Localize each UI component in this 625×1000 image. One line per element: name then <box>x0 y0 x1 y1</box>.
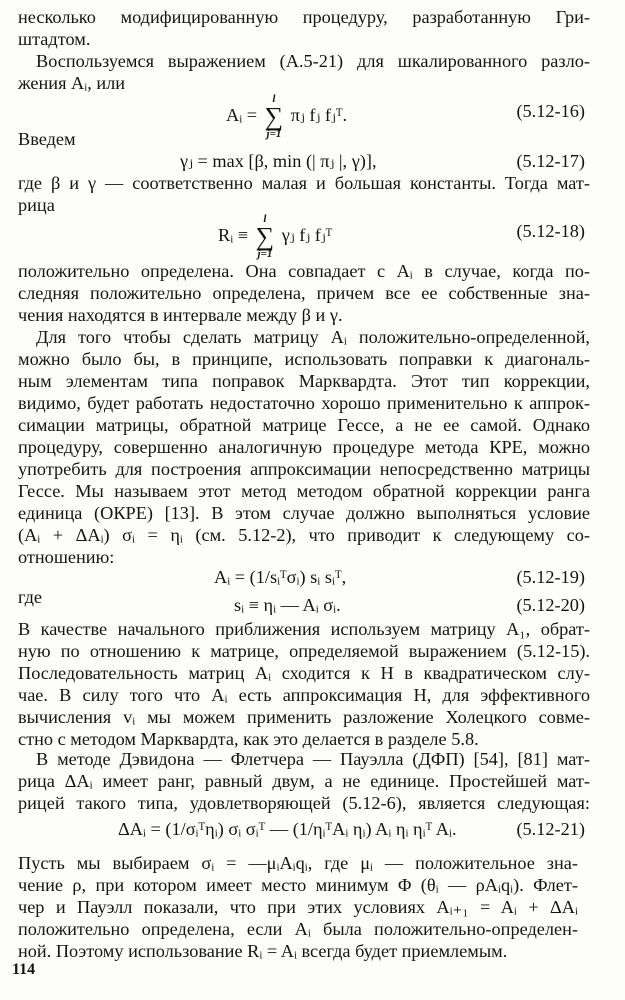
text-line: Гессе. Мы называем этот метод методом обратной коррекции ранга <box>18 481 590 501</box>
equation-lhs: Rᵢ ≡ <box>218 225 249 246</box>
text-line: симации матрицы, обратной матрице Гессе, а не ее самой. Однако <box>18 415 590 435</box>
sum-lower-limit: j=1 <box>257 248 273 260</box>
text-line: Введем <box>18 129 76 149</box>
text-line: жения Aᵢ, или <box>18 73 126 93</box>
equation-number: (5.12-16) <box>516 101 585 121</box>
equation-5-12-20: sᵢ ≡ ηᵢ — Aᵢ σᵢ. <box>234 595 341 615</box>
page-number: 114 <box>12 961 36 978</box>
text-line: употребить для построения аппроксимации непосредственно матрицы <box>18 459 590 479</box>
sum-symbol: ∑ <box>264 102 284 131</box>
equation-5-12-18 <box>218 213 333 260</box>
text-line: рица <box>18 195 55 215</box>
text-line: стно с методом Марквардта, как это делается в разделе 5.8. <box>18 729 479 749</box>
text-line: чения находятся в интервале между β и γ. <box>18 305 343 325</box>
text-line: В качестве начального приближения используем матрицу A₁, обрат- <box>18 619 590 639</box>
text-line: чер и Пауэлл показали, что при этих условиях Aᵢ₊₁ = Aᵢ + ΔAᵢ <box>18 897 578 917</box>
equation-rhs: γⱼ fⱼ fⱼᵀ <box>281 225 333 246</box>
text-line: чае. В силу того что Aᵢ есть аппроксимация H, для эффективного <box>18 685 590 705</box>
text-line: следняя положительно определена, причем все ее собственные зна- <box>18 283 590 303</box>
text-line: В методе Дэвидона — Флетчера — Пауэлла (ДФП) [54], [81] мат- <box>36 749 590 769</box>
equation-5-12-21: ΔAᵢ = (1/σᵢᵀηᵢ) σᵢ σᵢᵀ — (1/ηᵢᵀAᵢ ηᵢ) Aᵢ ηᵢ ηᵢᵀ Aᵢ. <box>118 819 457 839</box>
equation-number: (5.12-19) <box>516 567 585 587</box>
text-line: ной. Поэтому использование Rᵢ = Aᵢ всегда будет приемлемым. <box>18 941 508 961</box>
equation-5-12-17: γⱼ = max [β, min (| πⱼ |, γ)], <box>180 151 377 171</box>
text-line: (Aᵢ + ΔAᵢ) σᵢ = ηᵢ (см. 5.12-2), что приводит к следующему со- <box>18 525 590 545</box>
text-line: положительно определена, если Aᵢ была положительно-определен- <box>18 919 578 939</box>
text-line: ную по отношению к матрице, определяемой выражением (5.12-15). <box>18 641 590 661</box>
equation-rhs: πⱼ fⱼ fⱼᵀ. <box>290 105 348 126</box>
equation-lhs: Aᵢ = <box>226 105 258 126</box>
equation-number: (5.12-18) <box>516 221 585 241</box>
sum-symbol: ∑ <box>255 222 275 251</box>
text-line: единица (ОКРЕ) [13]. В этом случае должно выполняться условие <box>18 503 590 523</box>
text-line: отношению: <box>18 547 115 567</box>
text-line: Пусть мы выбираем σᵢ = —μᵢAᵢqᵢ, где μᵢ — положительное зна- <box>18 853 578 873</box>
equation-number: (5.12-17) <box>516 151 585 171</box>
text-line: штадтом. <box>18 29 91 49</box>
text-line: чение ρ, при котором имеет место минимум Φ (θᵢ — ρAᵢqᵢ). Флет- <box>18 875 578 895</box>
text-line: можно было бы, в принципе, использовать поправки к диагональ- <box>18 349 590 369</box>
text-line: положительно определена. Она совпадает с Aᵢ в случае, когда по- <box>18 261 590 281</box>
equation-5-12-19: Aᵢ = (1/sᵢᵀσᵢ) sᵢ sᵢᵀ, <box>214 567 347 587</box>
text-line: вычисления vᵢ мы можем применить разложение Холецкого совме- <box>18 707 590 727</box>
sum-lower-limit: j=1 <box>266 128 282 140</box>
text-line: Воспользуемся выражением (А.5-21) для шкалированного разло- <box>36 51 590 71</box>
text-line: ным элементам типа поправок Марквардта. Этот тип коррекции, <box>18 371 590 391</box>
equation-number: (5.12-20) <box>516 595 585 615</box>
text-line: несколько модифицированную процедуру, разработанную Гри- <box>18 7 590 27</box>
text-line: рицей такого типа, удовлетворяющей (5.12-6), является следующая: <box>18 793 590 813</box>
text-line: рица ΔAᵢ имеет ранг, равный двум, а не единице. Простейшей мат- <box>18 771 590 791</box>
equation-number: (5.12-21) <box>516 819 585 839</box>
summation <box>256 214 275 260</box>
text-line: Для того чтобы сделать матрицу Aᵢ положительно-определенной, <box>36 327 590 347</box>
text-line: процедуру, совершенно аналогичную процедуре метода КРЕ, можно <box>18 437 590 457</box>
text-line: где β и γ — соответственно малая и большая константы. Тогда мат- <box>18 173 590 193</box>
sum-upper-limit: l <box>272 93 276 105</box>
sum-upper-limit: l <box>263 213 267 225</box>
text-line: Последовательность матриц Aᵢ сходится к H в квадратическом слу- <box>18 663 590 683</box>
text-line: видимо, будет работать недостаточно хорошо применительно к аппрок- <box>18 393 590 413</box>
text-line: где <box>18 587 43 607</box>
